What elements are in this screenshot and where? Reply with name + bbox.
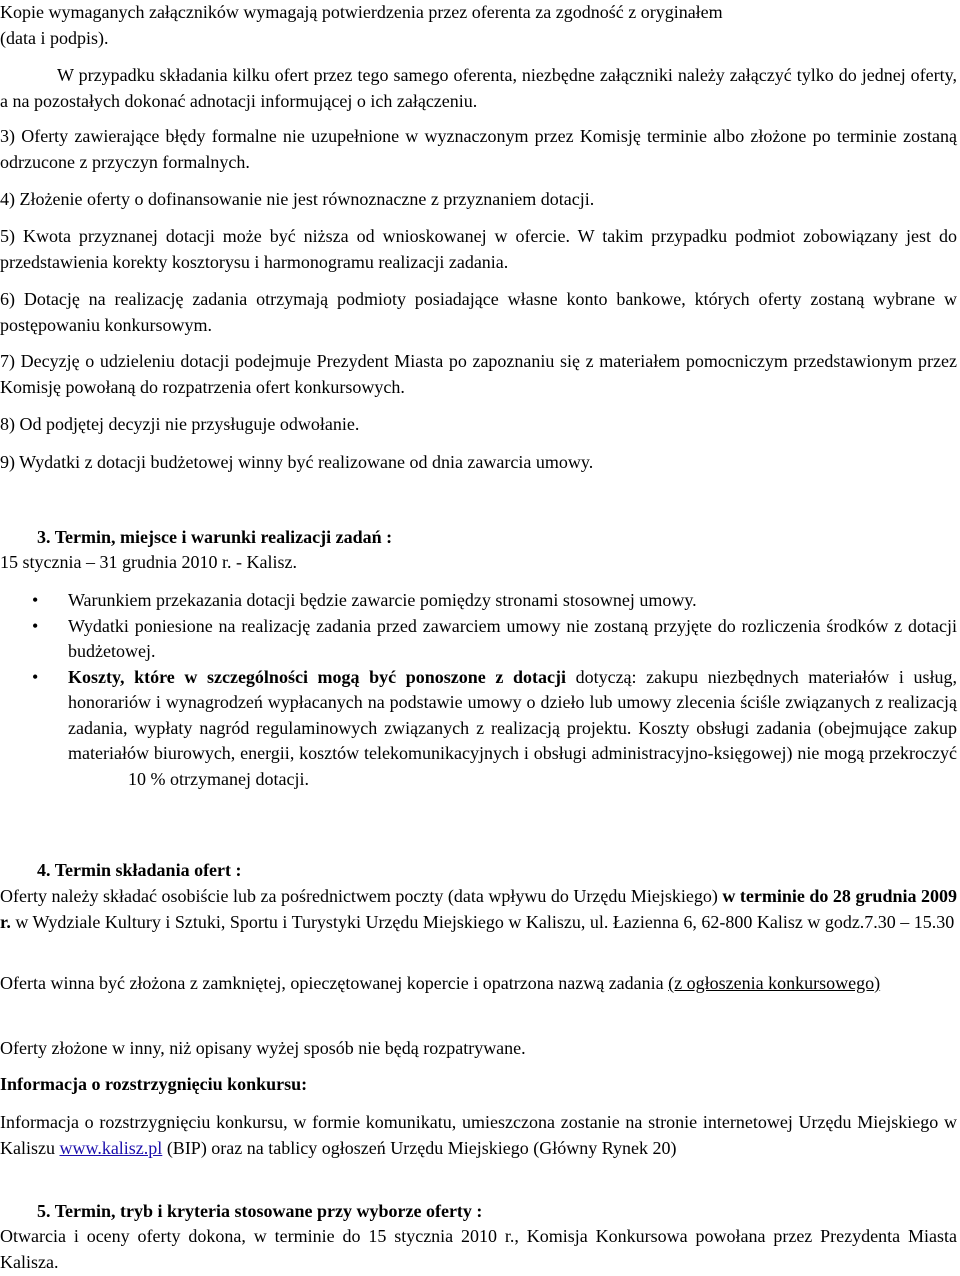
bullet-text-3-bold: Koszty, które w szczególności mogą być ponoszone z dotacji xyxy=(68,666,566,687)
list-item xyxy=(0,614,957,665)
list-item xyxy=(0,588,957,614)
point-9: 9) Wydatki z dotacji budżetowej winny być realizowane od dnia zawarcia umowy. xyxy=(0,452,594,472)
bullet-text-3: dotyczą: zakupu niezbędnych materiałów i usług, honorariów i wynagrodzeń wypłacanych na podstawie umowy o dzieło lub umowy zlecenia ściśle związanych z realizacją zadania, wypłaty nagród regulaminowych związanych z realizacją projektu. Koszty obsługi zadania (obejmujące zakup materiałów biurowych, energii, kosztów telekomunikacyjnych i obsługi administracyjno-księgowej) nie mogą przekroczyć xyxy=(68,666,957,763)
bullet-text-2: Wydatki poniesione na realizację zadania przed zawarciem umowy nie zostaną przyjęte do rozliczenia środków z dotacji budżetowej. xyxy=(68,615,957,661)
section-4-p2-underlined: (z ogłoszenia konkursowego) xyxy=(668,973,881,993)
deadline-text: w terminie do 28 grudnia 2009 r. xyxy=(0,886,957,932)
point-6: 6) Dotację na realizację zadania otrzymają podmioty posiadające własne konto bankowe, których oferty zostaną wybrane w postępowaniu konkursowym. xyxy=(0,289,957,335)
section-4-p1-text: Oferty należy składać osobiście lub za pośrednictwem poczty (data wpływu do Urzędu Miejskiego) xyxy=(0,886,723,906)
section-4-number: 4. xyxy=(37,860,51,880)
section-4-p1-text-2: w Wydziale Kultury i Sztuki, Sportu i Turystyki Urzędu Miejskiego w Kaliszu, ul. Łazienna 6, 62-800 Kalisz w godz.7.30 – 15.30 xyxy=(10,911,955,932)
point-5: 5) Kwota przyznanej dotacji może być niższa od wnioskowanej w ofercie. W takim przypadku podmiot zobowiązany jest do przedstawienia korekty kosztorysu i harmonogramu realizacji zadania. xyxy=(0,226,957,272)
section-4-paragraph-2 xyxy=(0,971,957,997)
section-5-title: Termin, tryb i kryteria stosowane przy wyborze oferty : xyxy=(54,1201,483,1221)
section-4-heading xyxy=(37,858,242,884)
section-3-heading xyxy=(37,525,392,551)
section-4-title: Termin składania ofert : xyxy=(54,860,242,880)
point-7: 7) Decyzję o udzieleniu dotacji podejmuje Prezydent Miasta po zapoznaniu się z materiałem pomocniczym przedstawionym przez Komisję powołaną do rozpatrzenia ofert konkursowych. xyxy=(0,351,957,397)
point-3: 3) Oferty zawierające błędy formalne nie uzupełnione w wyznaczonym przez Komisję terminie albo złożone po terminie zostaną odrzucone z przyczyn formalnych. xyxy=(0,126,957,172)
info-text: Informacja o rozstrzygnięciu konkursu, w formie komunikatu, umieszczona zostanie na stronie internetowej Urzędu Miejskiego w Kaliszu xyxy=(0,1112,957,1158)
point-4: 4) Złożenie oferty o dofinansowanie nie jest równoznaczne z przyznaniem dotacji. xyxy=(0,189,595,209)
list-item xyxy=(0,665,957,793)
info-paragraph xyxy=(0,1110,957,1161)
section-5-heading xyxy=(37,1199,482,1225)
section-4-p2-text: Oferta winna być złożona z zamkniętej, opieczętowanej kopercie i opatrzona nazwą zadania xyxy=(0,973,669,993)
section-3-title: Termin, miejsce i warunki realizacji zadań : xyxy=(54,527,393,547)
bullet-text-1: Warunkiem przekazania dotacji będzie zawarcie pomiędzy stronami stosownej umowy. xyxy=(68,590,697,610)
bullet-icon: • xyxy=(32,590,39,610)
point-8: 8) Od podjętej decyzji nie przysługuje odwołanie. xyxy=(0,414,360,434)
section-4-paragraph-1 xyxy=(0,884,957,935)
info-heading-text: Informacja o rozstrzygnięciu konkursu: xyxy=(0,1074,308,1094)
section-3-number: 3. xyxy=(37,527,51,547)
section-5-number: 5. xyxy=(37,1201,51,1221)
info-text-2: (BIP) oraz na tablicy ogłoszeń Urzędu Miejskiego (Główny Rynek 20) xyxy=(162,1137,677,1158)
bullet-icon: • xyxy=(32,666,39,687)
info-heading xyxy=(0,1072,957,1098)
section-5-paragraph: Otwarcia i oceny oferty dokona, w terminie do 15 stycznia 2010 r., Komisja Konkursowa powołana przez Prezydenta Miasta Kalisza. xyxy=(0,1226,957,1272)
section-3-dates: 15 stycznia – 31 grudnia 2010 r. - Kalisz. xyxy=(0,552,297,572)
kalisz-website-link[interactable]: www.kalisz.pl xyxy=(59,1137,163,1158)
bullet-icon: • xyxy=(32,615,39,636)
intro-paragraph-2: W przypadku składania kilku ofert przez tego samego oferenta, niezbędne załączniki należy załączyć tylko do jednej oferty, a na pozostałych dokonać adnotacji informującej o ich załączeniu. xyxy=(0,65,957,111)
intro-line-1: Kopie wymaganych załączników wymagają potwierdzenia przez oferenta za zgodność z oryginałem xyxy=(0,2,723,22)
section-3-bullet-list xyxy=(0,588,957,792)
intro-line-2: (data i podpis). xyxy=(0,27,109,48)
section-4-paragraph-3: Oferty złożone w inny, niż opisany wyżej sposób nie będą rozpatrywane. xyxy=(0,1038,526,1058)
bullet-text-3-tail: 10 % otrzymanej dotacji. xyxy=(128,768,309,789)
intro-paragraph-1 xyxy=(0,0,957,51)
